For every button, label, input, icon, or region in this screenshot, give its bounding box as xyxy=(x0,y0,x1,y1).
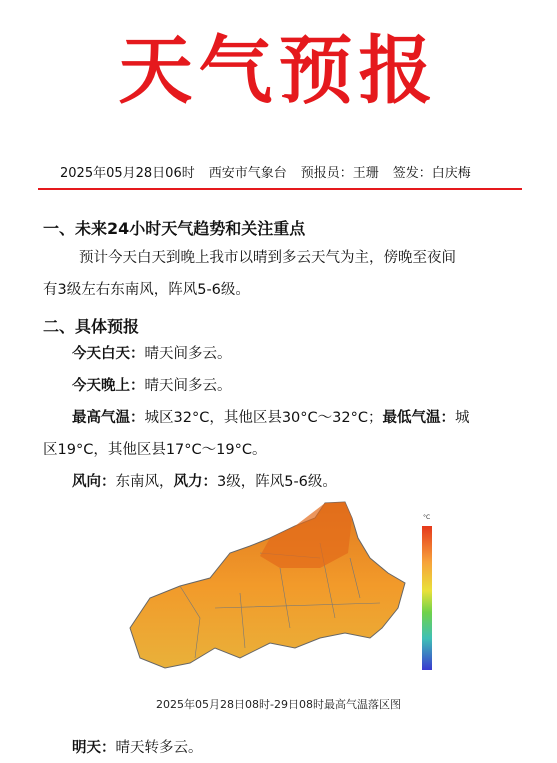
hot-core xyxy=(260,502,352,568)
section1-paragraph-line2: 有3级左右东南风，阵风5-6级。 xyxy=(43,282,250,298)
wind-force-label: 风力： xyxy=(173,474,217,490)
section2-heading: 二、具体预报 xyxy=(43,317,140,336)
header-meta xyxy=(60,162,520,181)
day-forecast xyxy=(72,339,542,369)
wind-forecast xyxy=(72,467,542,497)
min-temp-label: 最低气温： xyxy=(382,410,455,426)
max-temp-text: 城区32°C，其他区县30°C～32°C； xyxy=(144,410,383,426)
header-divider xyxy=(38,188,522,190)
temperature-legend xyxy=(422,520,436,670)
section1-heading: 一、未来24小时天气趋势和关注重点 xyxy=(43,219,306,238)
tomorrow-forecast xyxy=(72,733,542,763)
page-title: 天气预报 xyxy=(118,28,439,114)
night-label: 今天晚上： xyxy=(72,378,145,394)
day-label: 今天白天： xyxy=(72,346,145,362)
legend-colorbar xyxy=(422,526,432,670)
map-caption: 2025年05月28日08时-29日08时最高气温落区图 xyxy=(156,698,401,711)
max-temperature-map xyxy=(120,498,420,683)
issuing-station: 西安市气象台 xyxy=(208,166,287,181)
forecaster: 预报员：王珊 xyxy=(300,166,379,181)
tomorrow-text: 晴天转多云。 xyxy=(115,740,203,756)
region-shape xyxy=(130,502,405,668)
night-forecast xyxy=(72,371,542,401)
night-text: 晴天间多云。 xyxy=(144,378,232,394)
legend-unit: °C xyxy=(423,514,431,521)
temperature-line1 xyxy=(72,403,542,433)
day-text: 晴天间多云。 xyxy=(144,346,232,362)
issue-datetime: 2025年05月28日06时 xyxy=(60,166,195,181)
temperature-line2: 区19°C，其他区县17°C～19°C。 xyxy=(43,442,267,458)
wind-dir-label: 风向： xyxy=(72,474,116,490)
signer: 签发：白庆梅 xyxy=(392,166,471,181)
wind-force-text: 3级，阵风5-6级。 xyxy=(217,474,337,490)
tomorrow-label: 明天： xyxy=(72,740,116,756)
section1-paragraph-line1: 预计今天白天到晚上我市以晴到多云天气为主，傍晚至夜间 xyxy=(79,250,456,266)
min-temp-text1: 城 xyxy=(454,410,470,426)
max-temp-label: 最高气温： xyxy=(72,410,145,426)
wind-dir-text: 东南风， xyxy=(115,474,174,490)
